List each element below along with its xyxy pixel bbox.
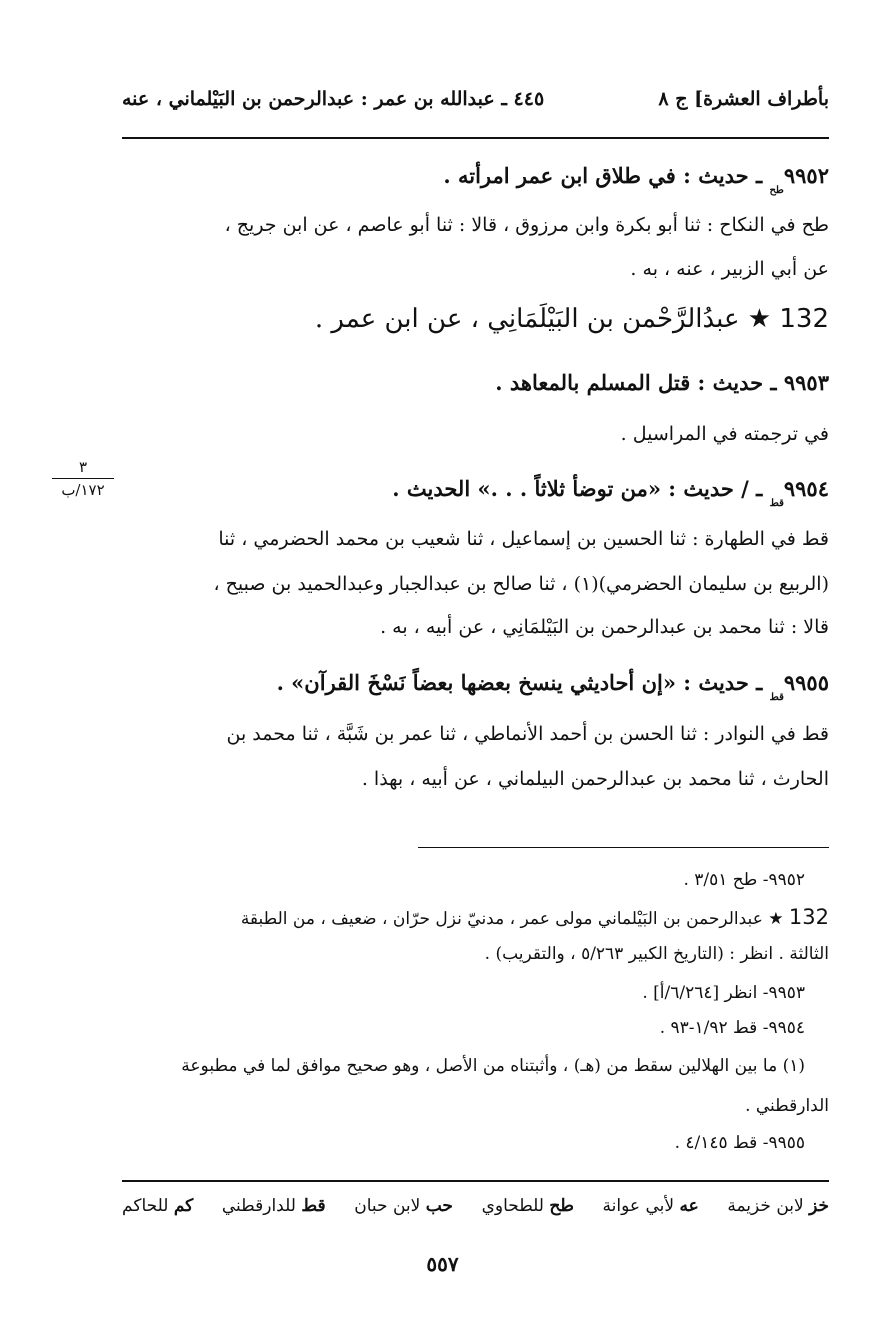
entry-9954-line-3: قالا : ثنا محمد بن عبدالرحمن بن البَيْلمَانِي ، عن أبيه ، به . xyxy=(380,616,829,638)
narrator-heading xyxy=(315,304,829,334)
footnote-1-line-1: (١) ما بين الهلالين سقط من (هـ) ، وأثبتناه من الأصل ، وهو صحيح موافق لما في مطبوعة xyxy=(181,1056,805,1076)
footnote-narrator-text: عبدالرحمن بن البَيْلماني مولى عمر ، مدنيّ نزل حرّان ، ضعيف ، من الطبقة xyxy=(240,909,763,929)
entry-9952-sigil: طح xyxy=(769,185,784,196)
footnote-9952: ٩٩٥٢- طح ٣/٥١ . xyxy=(683,870,805,890)
star-icon: ★ xyxy=(747,304,772,334)
footnote-9953: ٩٩٥٣- انظر [٦/٢٦٤/أ] . xyxy=(642,983,805,1003)
footnote-9955: ٩٩٥٥- قط ٤/١٤٥ . xyxy=(674,1133,805,1153)
margin-note xyxy=(52,458,114,499)
entry-9952-line-1: طح في النكاح : ثنا أبو بكرة وابن مرزوق ، قالا : ثنا أبو عاصم ، عن ابن جريج ، xyxy=(224,214,829,236)
margin-note-divider xyxy=(52,478,114,479)
entry-9955-title: ـ حديث : «إن أحاديثي ينسخ بعضها بعضاً نَسْخَ القرآن» . xyxy=(276,670,763,695)
entry-9952-title: ـ حديث : في طلاق ابن عمر امرأته . xyxy=(443,163,763,188)
entry-9954-heading xyxy=(392,476,829,509)
footnote-9954: ٩٩٥٤- قط ١/٩٢-٩٣ . xyxy=(659,1018,805,1038)
footnote-star-icon: ★ xyxy=(768,909,784,929)
entry-9955-line-2: الحارث ، ثنا محمد بن عبدالرحمن البيلماني ، عن أبيه ، بهذا . xyxy=(361,768,829,790)
footnote-separator xyxy=(418,847,829,848)
entry-9952-line-2: عن أبي الزبير ، عنه ، به . xyxy=(630,258,829,280)
running-header-right: بأطراف العشرة] ج ٨ xyxy=(658,88,829,110)
footnote-narrator-number: 132 xyxy=(788,905,829,929)
running-header-title: ٤٤٥ ـ عبدالله بن عمر : عبدالرحمن بن البَيْلماني ، عنه xyxy=(122,88,545,110)
abbr-ah: عه لأبي عوانة xyxy=(602,1196,699,1216)
narrator-text: عبدُالرَّحْمن بن البَيْلَمَانِي ، عن ابن عمر . xyxy=(314,304,740,334)
entry-9955-sigil: قط xyxy=(769,692,784,703)
page-number: ٥٥٧ xyxy=(426,1252,459,1276)
entry-9953-number: ٩٩٥٣ xyxy=(783,370,829,395)
abbreviations-rule xyxy=(122,1180,829,1182)
abbr-th: طح للطحاوي xyxy=(481,1196,574,1216)
entry-9952-number: ٩٩٥٢ xyxy=(783,163,829,188)
entry-9953-heading xyxy=(495,370,829,395)
entry-9954-sigil: قط xyxy=(769,498,784,509)
entry-9955-heading xyxy=(276,670,829,703)
entry-9953-title: ـ حديث : قتل المسلم بالمعاهد . xyxy=(495,370,777,395)
entry-9952-heading xyxy=(443,163,829,196)
entry-9953-line-1: في ترجمته في المراسيل . xyxy=(620,423,829,445)
footnote-narrator xyxy=(241,905,829,929)
entry-9954-line-1: قط في الطهارة : ثنا الحسين بن إسماعيل ، ثنا شعيب بن محمد الحضرمي ، ثنا xyxy=(218,528,829,550)
header-rule xyxy=(122,137,829,139)
entry-9955-line-1: قط في النوادر : ثنا الحسن بن أحمد الأنماطي ، ثنا عمر بن شَبَّة ، ثنا محمد بن xyxy=(226,723,829,745)
abbr-qt: قط للدارقطني xyxy=(221,1196,326,1216)
abbr-khz: خز لابن خزيمة xyxy=(727,1196,829,1216)
entry-9954-line-2: (الربيع بن سليمان الحضرمي)(١) ، ثنا صالح بن عبدالجبار وعبدالحميد بن صبيح ، xyxy=(213,573,829,595)
abbreviations-key xyxy=(122,1196,829,1216)
narrator-number: 132 xyxy=(779,304,829,334)
entry-9954-title: ـ / حديث : «من توضأ ثلاثاً . . .» الحديث . xyxy=(392,476,763,501)
margin-note-bottom: ١٧٢/ب xyxy=(61,481,105,499)
footnote-narrator-line-2: الثالثة . انظر : (التاريخ الكبير ٥/٢٦٣ ، والتقريب) . xyxy=(484,944,829,964)
entry-9955-number: ٩٩٥٥ xyxy=(783,670,829,695)
abbr-km: كم للحاكم xyxy=(122,1196,194,1216)
margin-note-top: ٣ xyxy=(78,458,88,476)
abbr-hb: حب لابن حبان xyxy=(354,1196,453,1216)
footnote-1-line-2: الدارقطني . xyxy=(745,1096,829,1116)
entry-9954-number: ٩٩٥٤ xyxy=(783,476,829,501)
